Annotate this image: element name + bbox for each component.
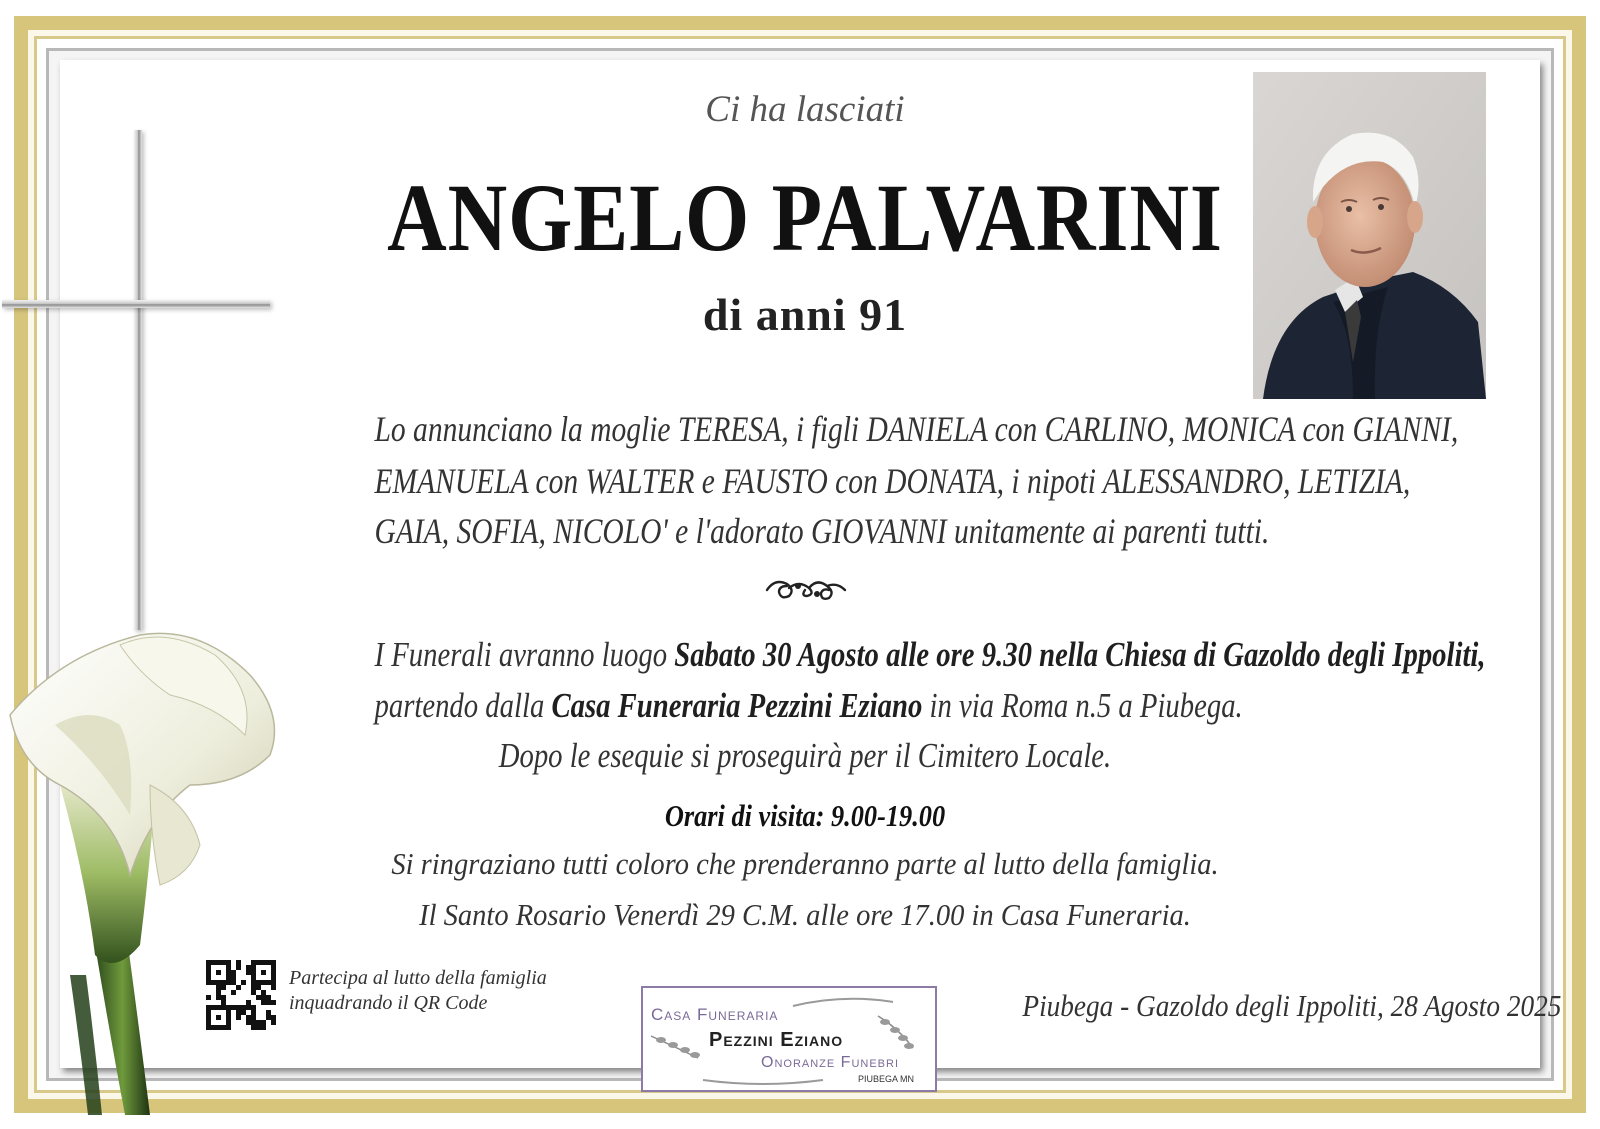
ornament-icon — [765, 574, 847, 602]
deceased-name: ANGELO PALVARINI — [387, 164, 1223, 271]
logo-line-2: Pezzini Eziano — [709, 1029, 844, 1051]
cross-vertical-bar — [134, 130, 142, 630]
place-and-date: Piubega - Gazoldo degli Ippoliti, 28 Agosto 2025 — [1022, 988, 1562, 1023]
funeral-line-1-bold: Sabato 30 Agosto alle ore 9.30 nella Chiesa di Gazoldo degli Ippoliti, — [674, 635, 1486, 674]
funeral-line-1-prefix: I Funerali avranno luogo — [374, 635, 675, 674]
deceased-age: di anni 91 — [702, 289, 908, 340]
visiting-hours: Orari di visita: 9.00-19.00 — [664, 798, 946, 833]
funeral-line-1 — [374, 635, 1486, 675]
condolence-line: Lo annunciano la moglie TERESA, i figli DANIELA con CARLINO, MONICA con GIANNI, — [374, 409, 1459, 449]
thanks-text: Si ringraziano tutti coloro che prenderanno parte al lutto della famiglia. — [391, 846, 1219, 881]
funeral-home-logo — [641, 986, 937, 1092]
funeral-line-2 — [374, 686, 1243, 726]
funeral-home-name: Casa Funeraria Pezzini Eziano — [551, 686, 923, 725]
funeral-line-2-prefix: partendo dalla — [374, 686, 552, 725]
calla-lily-icon — [0, 615, 300, 1115]
logo-line-3: Onoranze Funebri — [761, 1054, 900, 1071]
deceased-photo — [1253, 72, 1486, 399]
qr-code-icon[interactable] — [206, 960, 276, 1030]
funeral-line-3: Dopo le esequie si proseguirà per il Cimitero Locale. — [498, 736, 1112, 775]
funeral-line-2-suffix: in via Roma n.5 a Piubega. — [922, 686, 1243, 725]
intro-text: Ci ha lasciati — [705, 89, 905, 130]
logo-line-4: PIUBEGA MN — [858, 1074, 915, 1084]
logo-line-1: Casa Funeraria — [651, 1005, 779, 1024]
rosary-text: Il Santo Rosario Venerdì 29 C.M. alle ore 17.00 in Casa Funeraria. — [419, 897, 1191, 932]
condolence-line: GAIA, SOFIA, NICOLO' e l'adorato GIOVANNI unitamente ai parenti tutti. — [374, 511, 1270, 551]
cross-horizontal-bar — [2, 300, 270, 308]
qr-caption — [289, 966, 609, 1016]
qr-caption-line-1: Partecipa al lutto della famiglia — [289, 967, 547, 989]
qr-caption-line-2: inquadrando il QR Code — [289, 992, 488, 1014]
condolence-line: EMANUELA con WALTER e FAUSTO con DONATA, i nipoti ALESSANDRO, LETIZIA, — [374, 461, 1411, 501]
